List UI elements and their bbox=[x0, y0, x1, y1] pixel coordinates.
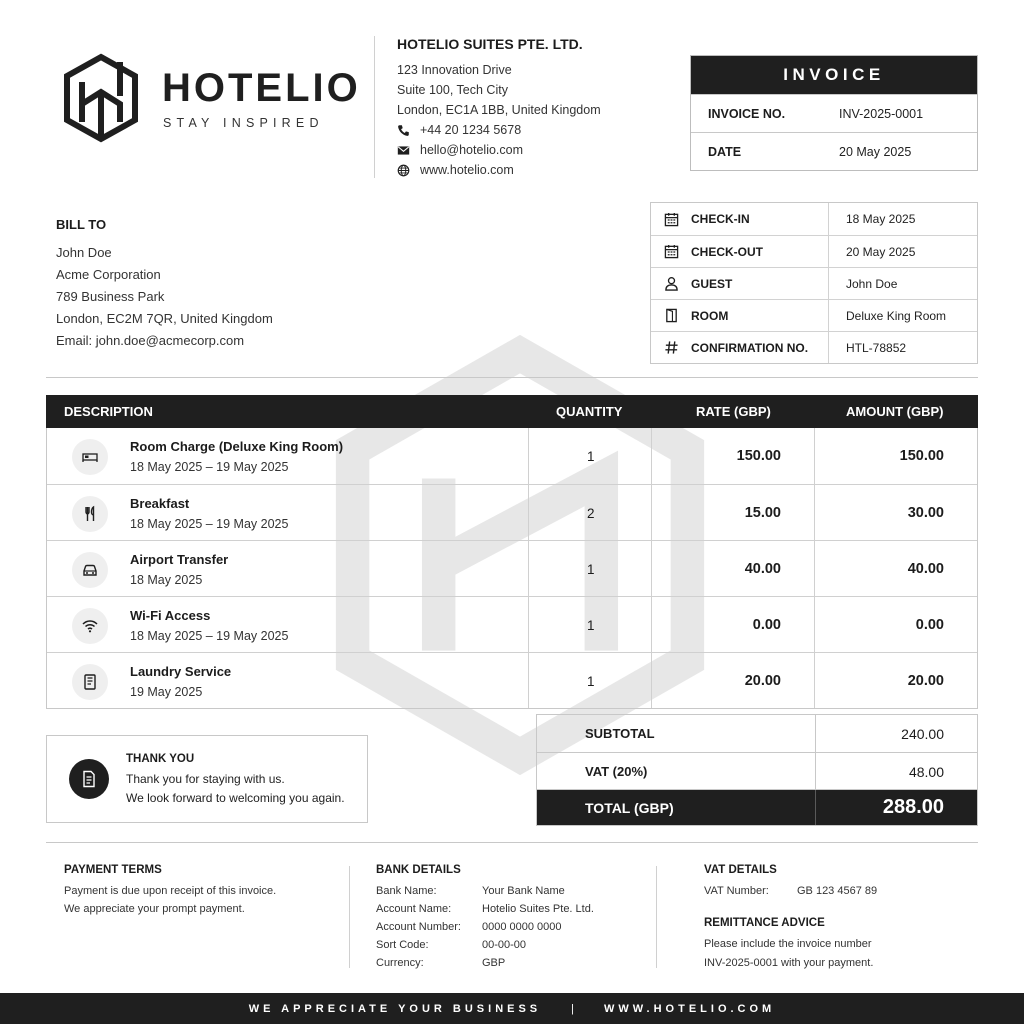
mail-icon bbox=[397, 144, 410, 157]
door-icon bbox=[664, 308, 679, 323]
stay-label: ROOM bbox=[691, 308, 729, 323]
payment-terms-line: Payment is due upon receipt of this invoice. bbox=[64, 885, 277, 897]
stay-label: GUEST bbox=[691, 276, 733, 291]
total-label: TOTAL (GBP) bbox=[585, 800, 674, 816]
item-name: Wi-Fi Access bbox=[130, 608, 211, 623]
thank-you-box bbox=[46, 735, 368, 823]
invoice-info-box bbox=[690, 55, 978, 171]
bill-to-line: John Doe bbox=[56, 245, 112, 260]
bank-label: Bank Name: bbox=[376, 885, 437, 897]
item-name: Airport Transfer bbox=[130, 552, 229, 567]
item-dates: 18 May 2025 bbox=[130, 573, 203, 587]
invoice-number: INV-2025-0001 bbox=[839, 106, 924, 121]
company-address-line: London, EC1A 1BB, United Kingdom bbox=[397, 103, 601, 117]
item-qty: 1 bbox=[587, 674, 595, 689]
hash-icon bbox=[664, 340, 679, 355]
wifi-icon bbox=[81, 617, 99, 635]
bill-to-line: Acme Corporation bbox=[56, 267, 161, 282]
bill-to-title: BILL TO bbox=[56, 217, 107, 232]
bank-value: Hotelio Suites Pte. Ltd. bbox=[482, 903, 594, 915]
vat-value: 48.00 bbox=[908, 764, 944, 780]
thank-you-line: Thank you for staying with us. bbox=[126, 772, 285, 786]
items-table bbox=[46, 428, 978, 709]
stay-row-check-in bbox=[651, 203, 977, 235]
invoice-date-label: DATE bbox=[708, 144, 742, 159]
header-amount: AMOUNT (GBP) bbox=[846, 404, 944, 419]
stay-value: 18 May 2025 bbox=[828, 203, 915, 235]
invoice-number-row bbox=[691, 94, 977, 132]
thank-you-line: We look forward to welcoming you again. bbox=[126, 791, 345, 805]
item-name: Breakfast bbox=[130, 496, 190, 511]
bill-to-line: 789 Business Park bbox=[56, 289, 165, 304]
brand-name: HOTELIO bbox=[162, 66, 361, 110]
company-address-line: 123 Innovation Drive bbox=[397, 63, 512, 77]
header-quantity: QUANTITY bbox=[556, 404, 623, 419]
payment-terms-title: PAYMENT TERMS bbox=[64, 864, 162, 876]
footer-bar bbox=[0, 993, 1024, 1024]
table-row bbox=[47, 596, 977, 652]
vat-row bbox=[537, 752, 977, 789]
stay-value: HTL-78852 bbox=[828, 332, 906, 363]
company-address-line: Suite 100, Tech City bbox=[397, 83, 508, 97]
stay-row-room bbox=[651, 299, 977, 331]
header-description: DESCRIPTION bbox=[64, 404, 153, 419]
item-dates: 18 May 2025 – 19 May 2025 bbox=[130, 460, 289, 474]
stay-value: Deluxe King Room bbox=[828, 300, 946, 331]
invoice-date-row bbox=[691, 132, 977, 170]
bank-value: Your Bank Name bbox=[482, 885, 565, 897]
item-amount: 0.00 bbox=[915, 617, 944, 633]
invoice-heading: INVOICE bbox=[691, 56, 977, 94]
vat-label: VAT (20%) bbox=[585, 764, 648, 779]
item-qty: 1 bbox=[587, 618, 595, 633]
bank-label: Account Name: bbox=[376, 903, 452, 915]
bank-label: Account Number: bbox=[376, 921, 461, 933]
header-divider bbox=[374, 36, 375, 178]
company-email[interactable]: hello@hotelio.com bbox=[397, 143, 523, 157]
item-rate: 40.00 bbox=[744, 561, 781, 577]
bank-label: Currency: bbox=[376, 957, 424, 969]
footer-website-link[interactable]: WWW.HOTELIO.COM bbox=[604, 1002, 776, 1015]
subtotal-label: SUBTOTAL bbox=[585, 726, 655, 741]
bill-to-email: Email: john.doe@acmecorp.com bbox=[56, 333, 245, 348]
item-qty: 1 bbox=[587, 449, 595, 464]
stay-row-guest bbox=[651, 267, 977, 299]
utensils-icon bbox=[81, 505, 99, 523]
items-table-header bbox=[46, 395, 978, 428]
table-row bbox=[47, 484, 977, 540]
stay-value: John Doe bbox=[828, 268, 897, 299]
item-dates: 18 May 2025 – 19 May 2025 bbox=[130, 629, 289, 643]
vat-details-title: VAT DETAILS bbox=[704, 864, 777, 876]
bank-label: Sort Code: bbox=[376, 939, 429, 951]
footer-separator: | bbox=[571, 1002, 575, 1015]
company-website[interactable]: www.hotelio.com bbox=[397, 163, 514, 177]
stay-label: CHECK-OUT bbox=[691, 244, 763, 259]
total-value: 288.00 bbox=[882, 796, 944, 818]
remittance-line: Please include the invoice number bbox=[704, 938, 872, 950]
phone-icon bbox=[397, 124, 410, 137]
stay-row-check-out bbox=[651, 235, 977, 267]
table-row bbox=[47, 540, 977, 596]
item-dates: 19 May 2025 bbox=[130, 685, 203, 699]
item-amount: 20.00 bbox=[907, 673, 944, 689]
car-icon bbox=[81, 561, 99, 579]
bank-details-title: BANK DETAILS bbox=[376, 864, 461, 876]
footer-col-divider bbox=[656, 866, 657, 968]
item-rate: 20.00 bbox=[744, 673, 781, 689]
footer-col-divider bbox=[349, 866, 350, 968]
subtotal-row bbox=[537, 715, 977, 752]
header-rate: RATE (GBP) bbox=[696, 404, 771, 419]
table-row bbox=[47, 428, 977, 484]
bank-value: GBP bbox=[482, 957, 506, 969]
payment-terms-line: We appreciate your prompt payment. bbox=[64, 903, 245, 915]
remittance-line: INV-2025-0001 with your payment. bbox=[704, 957, 874, 969]
globe-icon bbox=[397, 164, 410, 177]
bank-value: 0000 0000 0000 bbox=[482, 921, 562, 933]
item-amount: 30.00 bbox=[907, 505, 944, 521]
footer-divider bbox=[46, 842, 978, 843]
vat-number-label: VAT Number: bbox=[704, 885, 769, 897]
totals-box bbox=[536, 714, 978, 826]
hotelio-logo-icon bbox=[62, 52, 140, 144]
item-dates: 18 May 2025 – 19 May 2025 bbox=[130, 517, 289, 531]
stay-row-confirmation bbox=[651, 331, 977, 363]
remittance-title: REMITTANCE ADVICE bbox=[704, 917, 825, 929]
item-rate: 0.00 bbox=[752, 617, 781, 633]
item-name: Room Charge (Deluxe King Room) bbox=[130, 439, 344, 454]
item-qty: 1 bbox=[587, 562, 595, 577]
total-row bbox=[537, 789, 977, 825]
bill-to-line: London, EC2M 7QR, United Kingdom bbox=[56, 311, 273, 326]
document-icon bbox=[80, 770, 98, 788]
vat-number: GB 123 4567 89 bbox=[797, 885, 878, 897]
person-icon bbox=[664, 276, 679, 291]
subtotal-value: 240.00 bbox=[901, 726, 944, 742]
item-rate: 150.00 bbox=[736, 448, 781, 464]
table-row bbox=[47, 652, 977, 708]
item-amount: 150.00 bbox=[899, 448, 944, 464]
bed-icon bbox=[81, 448, 99, 466]
company-name: HOTELIO SUITES PTE. LTD. bbox=[397, 36, 583, 52]
item-qty: 2 bbox=[587, 506, 595, 521]
stay-value: 20 May 2025 bbox=[828, 236, 915, 267]
invoice-number-label: INVOICE NO. bbox=[708, 106, 786, 121]
bank-value: 00-00-00 bbox=[482, 939, 527, 951]
item-amount: 40.00 bbox=[907, 561, 944, 577]
section-divider bbox=[46, 377, 978, 378]
invoice-date: 20 May 2025 bbox=[839, 144, 912, 159]
stay-label: CHECK-IN bbox=[691, 212, 750, 226]
company-phone: +44 20 1234 5678 bbox=[397, 123, 521, 137]
calendar-icon bbox=[664, 212, 679, 227]
laundry-icon bbox=[81, 673, 99, 691]
calendar-icon bbox=[664, 244, 679, 259]
footer-message: WE APPRECIATE YOUR BUSINESS bbox=[248, 1002, 542, 1015]
brand-tagline: STAY INSPIRED bbox=[163, 116, 324, 130]
thank-you-title: THANK YOU bbox=[126, 753, 195, 765]
item-name: Laundry Service bbox=[130, 664, 232, 679]
stay-details-table bbox=[650, 202, 978, 364]
item-rate: 15.00 bbox=[744, 505, 781, 521]
stay-label: CONFIRMATION NO. bbox=[691, 340, 809, 355]
